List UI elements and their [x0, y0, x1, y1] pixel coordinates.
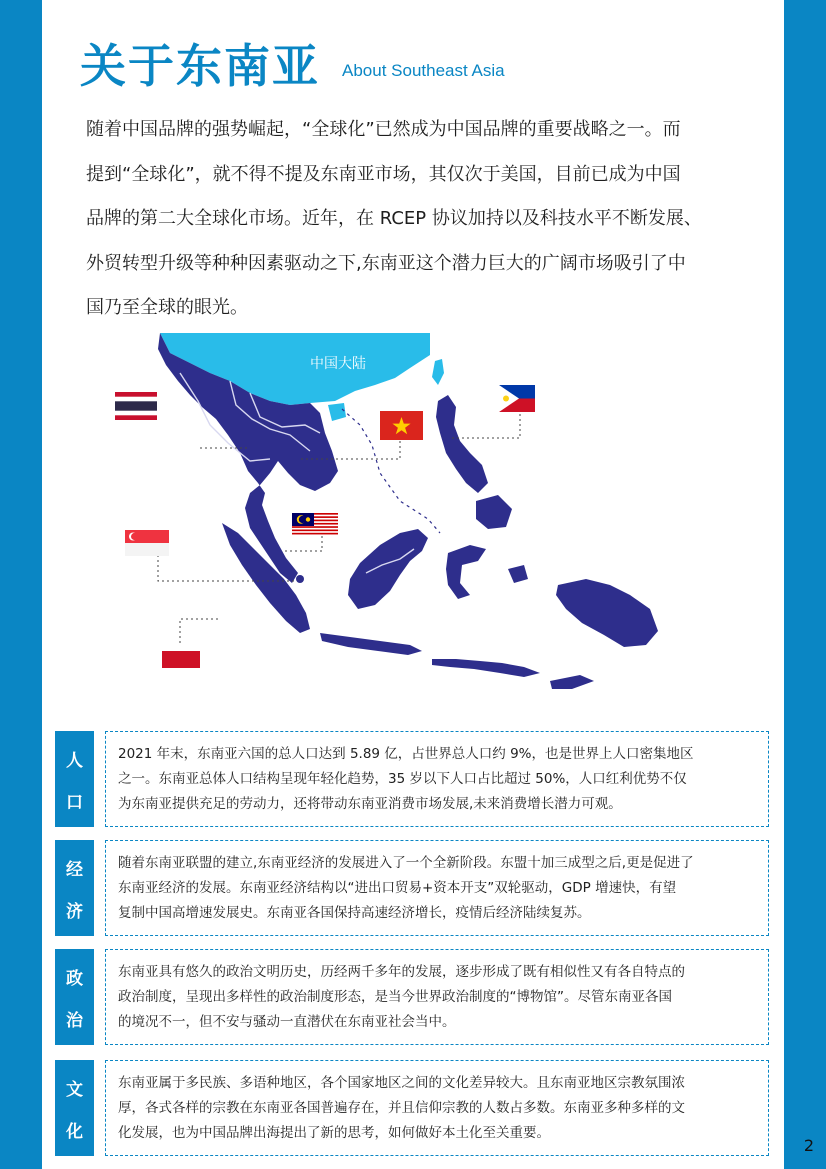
- text-line: 东南亚经济的发展。东南亚经济结构以“进出口贸易+资本开支”双轮驱动，GDP 增速快，有望: [118, 880, 677, 896]
- intro-paragraph: [86, 108, 746, 331]
- text-line: 政治制度，呈现出多样性的政治制度形态，是当今世界政治制度的“博物馆”。尽管东南亚各国: [118, 989, 672, 1005]
- borneo-shape: [348, 529, 428, 609]
- text-line: 东南亚具有悠久的政治文明历史，历经两千多年的发展，逐步形成了既有相似性又有各自特点的: [118, 964, 685, 980]
- southeast-asia-map: [110, 333, 670, 693]
- economy-section: [55, 840, 771, 936]
- text-line: 之一。东南亚总体人口结构呈现年轻化趋势，35 岁以下人口占比超过 50%，人口红利优势不仅: [118, 771, 687, 787]
- sulawesi-shape: [446, 545, 486, 599]
- right-accent-bar: [784, 0, 826, 1169]
- new-guinea-shape: [556, 579, 658, 647]
- politics-section: [55, 949, 771, 1045]
- java-shape: [320, 633, 422, 655]
- population-text: [105, 731, 769, 827]
- taiwan-shape: [432, 359, 444, 385]
- population-tab: [55, 731, 94, 827]
- intro-line: 随着中国品牌的强势崛起，“全球化”已然成为中国品牌的重要战略之一。而: [86, 119, 681, 140]
- tab-char: 政: [66, 968, 83, 989]
- page-number: 2: [803, 1136, 814, 1155]
- left-accent-bar: [0, 0, 42, 1169]
- economy-text: [105, 840, 769, 936]
- tab-char: 口: [66, 792, 83, 813]
- culture-section: [55, 1060, 771, 1156]
- tab-char: 化: [66, 1121, 83, 1142]
- tab-char: 人: [66, 750, 83, 771]
- text-line: 的境况不一，但不安与骚动一直潜伏在东南亚社会当中。: [118, 1014, 456, 1030]
- tab-char: 经: [66, 859, 83, 880]
- indonesia-flag: [162, 651, 200, 668]
- timor-shape: [550, 675, 594, 689]
- tab-char: 文: [66, 1079, 83, 1100]
- tab-char: 济: [66, 901, 83, 922]
- intro-line: 提到“全球化”，就不得不提及东南亚市场，其仅次于美国，目前已成为中国: [86, 163, 681, 185]
- map-svg: [110, 333, 670, 693]
- page-title: 关于东南亚: [80, 39, 320, 93]
- text-line: 东南亚属于多民族、多语种地区，各个国家地区之间的文化差异较大。且东南亚地区宗教氛围浓: [118, 1075, 685, 1091]
- intro-line: 国乃至全球的眼光。: [86, 297, 248, 318]
- text-line: 化发展，也为中国品牌出海提出了新的思考，如何做好本土化至关重要。: [118, 1125, 550, 1141]
- leader-lines: [158, 409, 520, 643]
- mindanao-shape: [476, 495, 512, 529]
- philippines-shape: [436, 395, 488, 493]
- philippines-flag: [499, 385, 535, 412]
- culture-text: [105, 1060, 769, 1156]
- tab-char: 治: [66, 1010, 83, 1031]
- vietnam-flag: [380, 411, 423, 440]
- intro-line: 外贸转型升级等种种因素驱动之下,东南亚这个潜力巨大的广阔市场吸引了中: [86, 252, 686, 274]
- politics-text: [105, 949, 769, 1045]
- china-mainland-label: 中国大陆: [310, 356, 366, 372]
- text-line: 复制中国高增速发展史。东南亚各国保持高速经济增长，疫情后经济陆续复苏。: [118, 905, 591, 921]
- singapore-marker: [296, 575, 304, 583]
- thailand-flag: [115, 392, 157, 420]
- text-line: 2021 年末，东南亚六国的总人口达到 5.89 亿，占世界总人口约 9%，也是世界上人口密集地区: [118, 746, 694, 762]
- politics-tab: [55, 949, 94, 1045]
- text-line: 为东南亚提供充足的劳动力，还将带动东南亚消费市场发展,未来消费增长潜力可观。: [118, 796, 622, 812]
- intro-line: 品牌的第二大全球化市场。近年，在 RCEP 协议加持以及科技水平不断发展、: [86, 208, 702, 229]
- culture-tab: [55, 1060, 94, 1156]
- economy-tab: [55, 840, 94, 936]
- population-section: [55, 731, 771, 827]
- malaysia-flag: [292, 513, 338, 536]
- lesser-sunda-shape: [432, 659, 540, 677]
- hainan-shape: [328, 403, 346, 421]
- text-line: 随着东南亚联盟的建立,东南亚经济的发展进入了一个全新阶段。东盟十加三成型之后,更是促进了: [118, 855, 694, 871]
- singapore-flag: [125, 530, 169, 556]
- text-line: 厚，各式各样的宗教在东南亚各国普遍存在，并且信仰宗教的人数占多数。东南亚多种多样的文: [118, 1100, 685, 1116]
- maluku-shape: [508, 565, 528, 583]
- page-subtitle: About Southeast Asia: [342, 61, 505, 80]
